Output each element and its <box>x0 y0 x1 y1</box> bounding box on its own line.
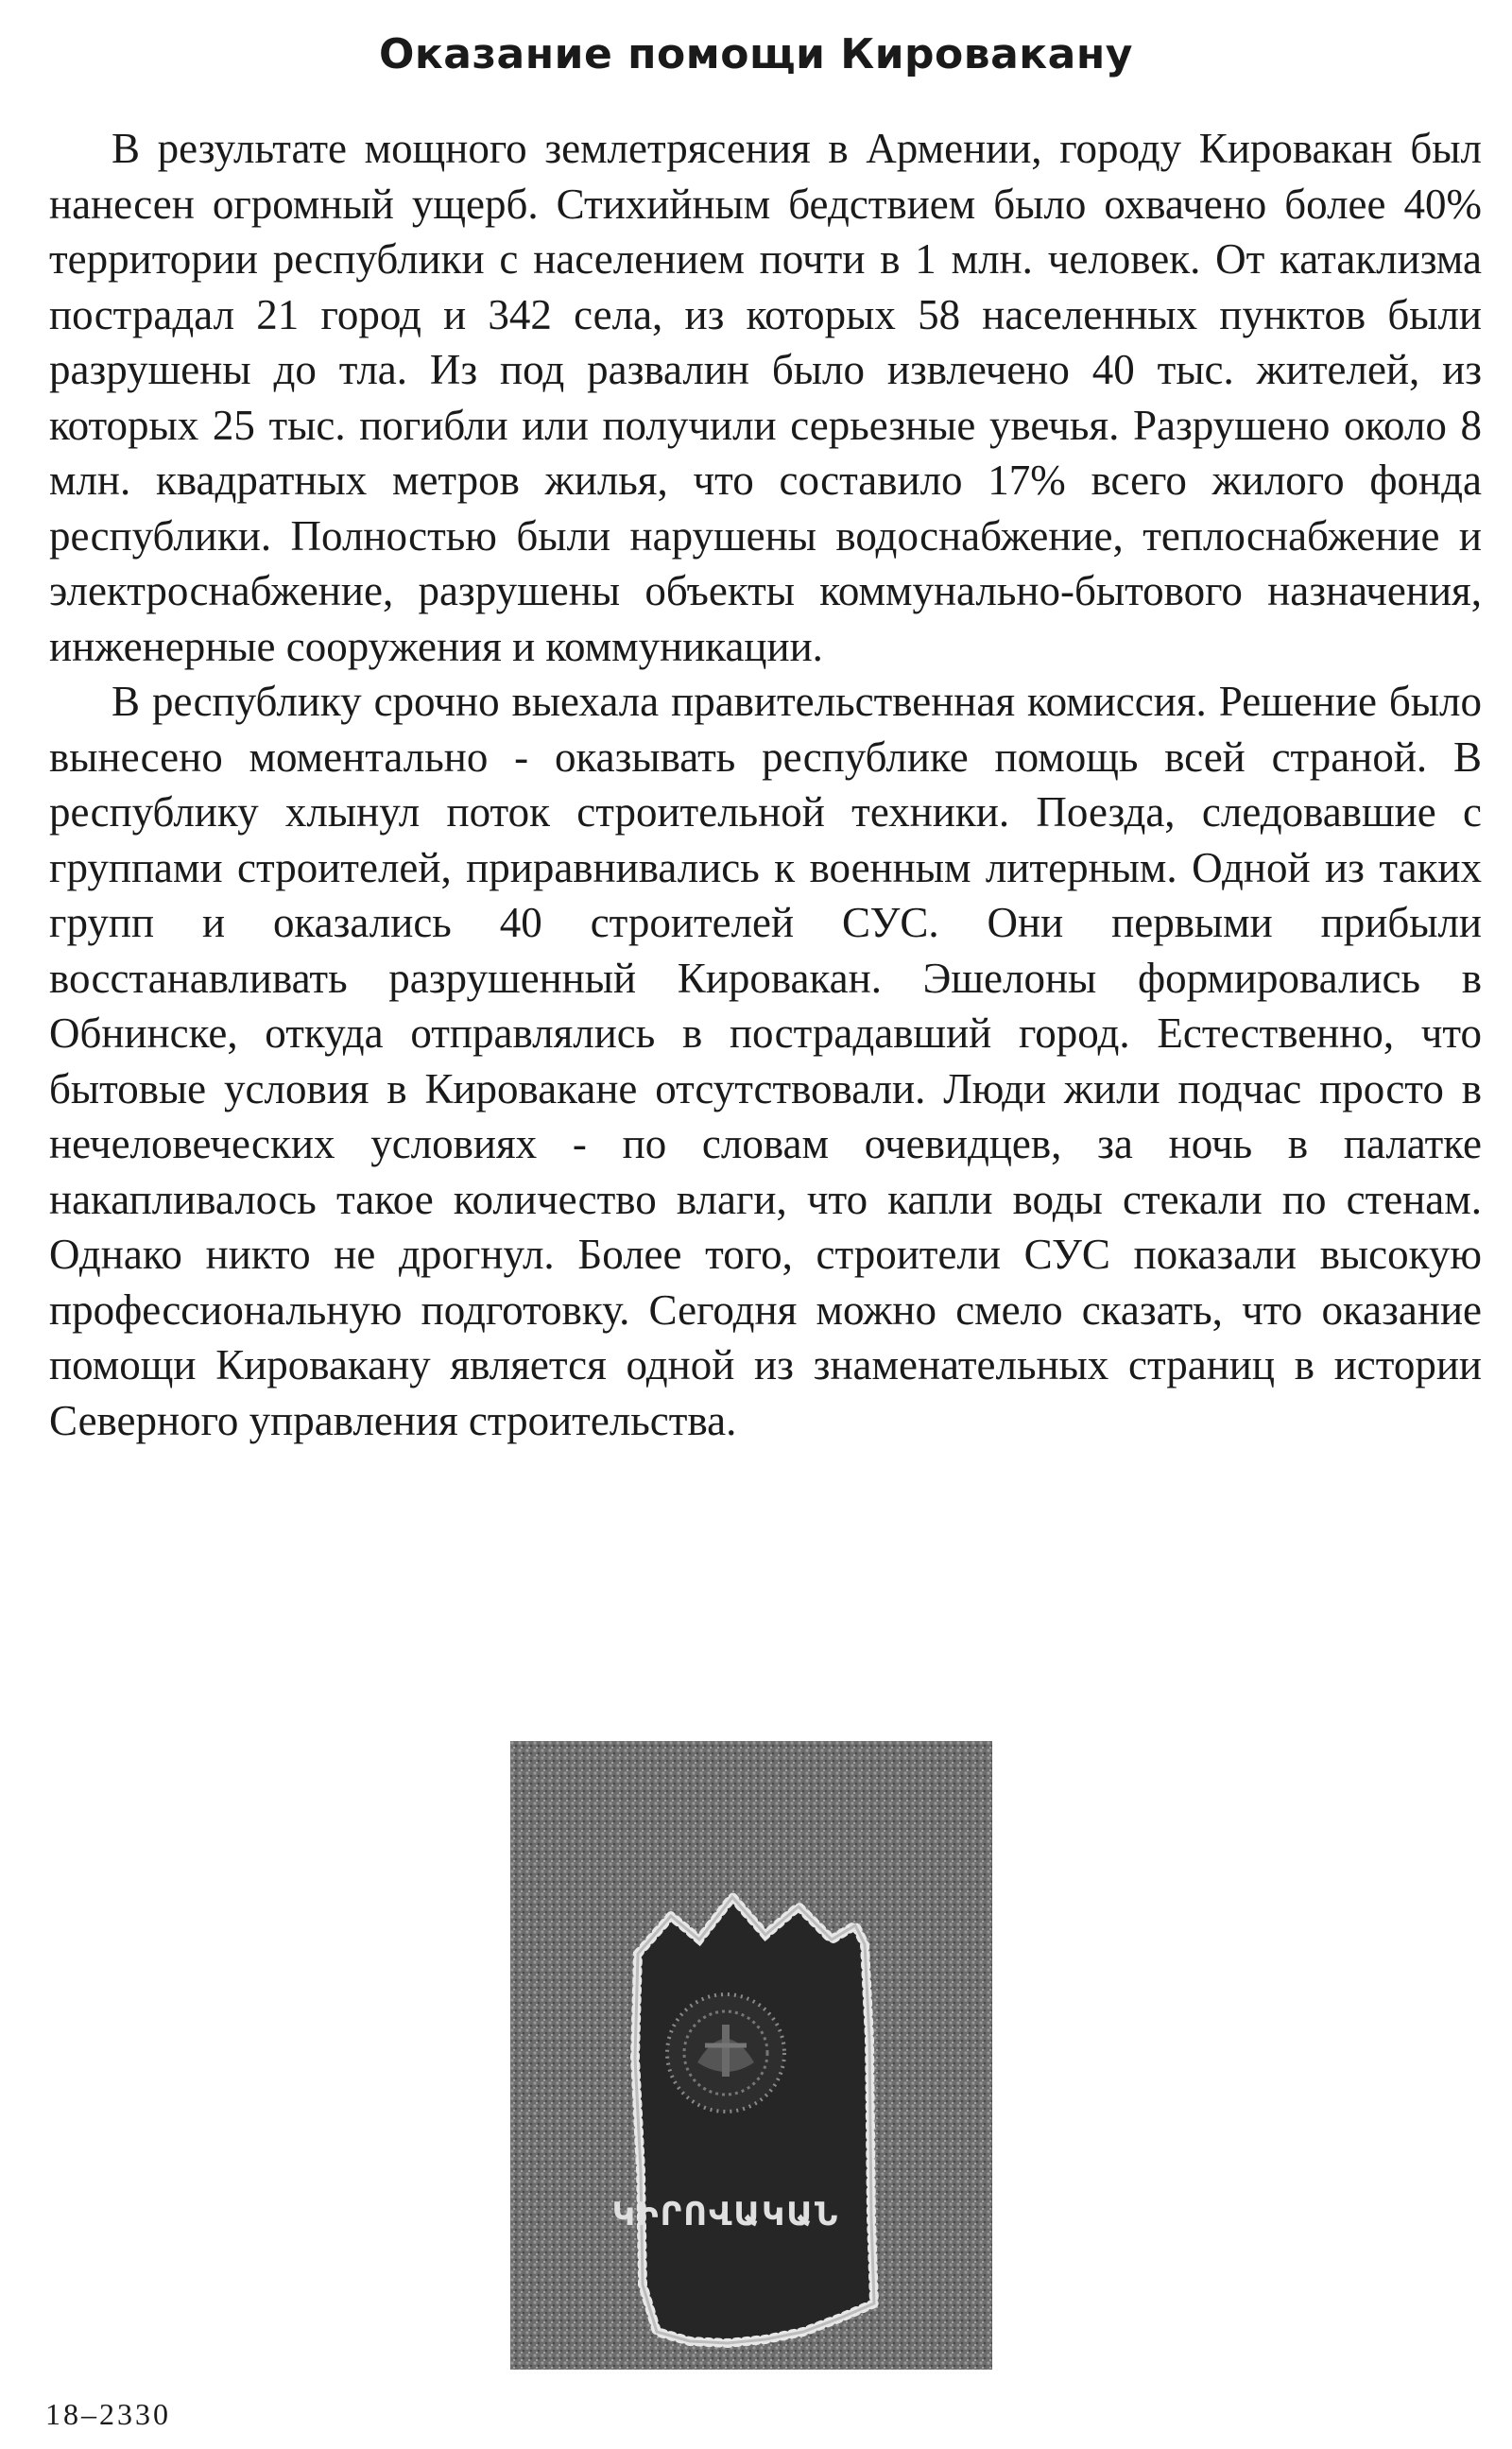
page-title: Оказание помощи Кировакану <box>379 30 1133 78</box>
page-footer-number: 18–2330 <box>45 2397 171 2431</box>
paragraph-1: В результате мощного землетрясения в Армении, городу Кировакан был нанесен огромный ущерб. Стихийным бедствием было охвачено более 40% территории республики с населением почти в 1 млн. человек. От катаклизма пострадал 21 город и 342 села, из которых 58 населенных пунктов были разрушены до тла. Из под развалин было извлечено 40 тыс. жителей, из которых 25 тыс. погибли или получили серьезные увечья. Разрушено около 8 млн. квадратных метров жилья, что составило 17% всего жилого фонда республики. Полностью были нарушены водоснабжение, теплоснабжение и электроснабжение, разрушены объекты коммунально-бытового назначения, инженерные сооружения и коммуникации. <box>49 125 1482 670</box>
kirovakan-emblem-photo <box>510 1741 992 2370</box>
article-body <box>49 121 1482 1448</box>
emblem-lettering: ԿԻՐՈՎԱԿԱՆ <box>611 2196 840 2233</box>
paragraph-2: В республику срочно выехала правительственная комиссия. Решение было вынесено моментально - оказывать республике помощь всей страной. В республику хлынул поток строительной техники. Поезда, следовавшие с группами строителей, приравнивались к военным литерным. Одной из таких групп и оказались 40 строителей СУС. Они первыми прибыли восстанавливать разрушенный Кировакан. Эшелоны формировались в Обнинске, откуда отправлялись в пострадавший город. Естественно, что бытовые условия в Кировакане отсутствовали. Люди жили подчас просто в нечеловеческих условиях - по словам очевидцев, за ночь в палатке накапливалось такое количество влаги, что капли воды стекали по стенам. Однако никто не дрогнул. Более того, строители СУС показали высокую профессиональную подготовку. Сегодня можно смело сказать, что оказание помощи Кировакану является одной из знаменательных страниц в истории Северного управления строительства. <box>49 678 1482 1444</box>
